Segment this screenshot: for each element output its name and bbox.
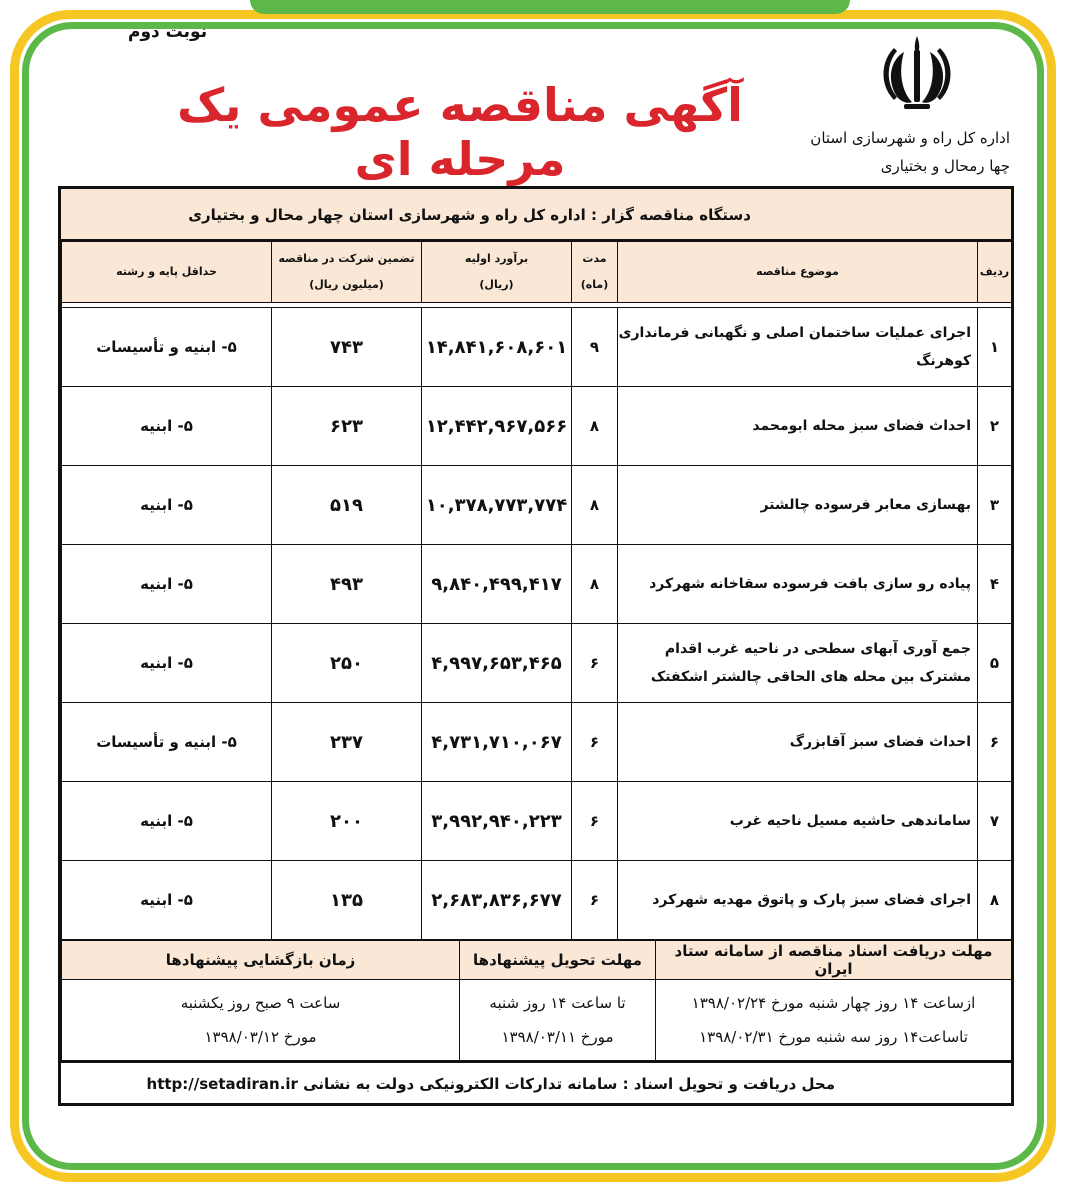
top-decor-bar xyxy=(250,0,850,14)
table-row: ۳ بهسازی معابر فرسوده چالشتر ۸ ۱۰,۳۷۸,۷۷۳,۷۷۴ ۵۱۹ ۵- ابنیه xyxy=(62,466,1012,545)
tender-table xyxy=(58,186,1014,1106)
table-row: ۱ اجرای عملیات ساختمان اصلی و نگهبانی فرمانداری کوهرنگ ۹ ۱۴,۸۴۱,۶۰۸,۶۰۱ ۷۴۳ ۵- ابنیه و تأسیسات xyxy=(62,308,1012,387)
receive-dates: ازساعت ۱۴ روز چهار شنبه مورخ ۱۳۹۸/۰۲/۲۴ تاساعت۱۴ روز سه شنبه مورخ ۱۳۹۸/۰۲/۳۱ xyxy=(656,980,1012,1061)
table-row: ۸ اجرای فضای سبز پارک و پاتوق مهدیه شهرکرد ۶ ۲,۶۸۳,۸۳۶,۶۷۷ ۱۳۵ ۵- ابنیه xyxy=(62,861,1012,940)
col-duration: مدت (ماه) xyxy=(572,242,618,303)
organizer-row: دستگاه مناقصه گزار : اداره کل راه و شهرسازی استان چهار محال و بختیاری xyxy=(61,189,1011,241)
table-row: ۴ پیاده رو سازی بافت فرسوده سقاخانه شهرکرد ۸ ۹,۸۴۰,۴۹۹,۴۱۷ ۴۹۳ ۵- ابنیه xyxy=(62,545,1012,624)
col-guarantee: تضمین شرکت در مناقصه (میلیون ریال) xyxy=(272,242,422,303)
turn-label: نوبت دوم xyxy=(128,22,208,42)
org-line-1: اداره کل راه و شهرسازی استان xyxy=(810,129,1010,147)
table-row: ۵ جمع آوری آبهای سطحی در ناحیه غرب اقدام مشترک بین محله های الحاقی چالشتر اشکفتک ۶ ۴,۹۹۷,۶۵۳,۴۶۵ ۲۵۰ ۵- ابنیه xyxy=(62,624,1012,703)
table-row: ۶ احداث فضای سبز آقابزرگ ۶ ۴,۷۳۱,۷۱۰,۰۶۷ ۲۳۷ ۵- ابنیه و تأسیسات xyxy=(62,703,1012,782)
header-row xyxy=(62,242,1012,303)
submit-dates: تا ساعت ۱۴ روز شنبه مورخ ۱۳۹۸/۰۳/۱۱ xyxy=(460,980,656,1061)
table-row: ۷ ساماندهی حاشیه مسیل ناحیه غرب ۶ ۳,۹۹۲,۹۴۰,۲۲۳ ۲۰۰ ۵- ابنیه xyxy=(62,782,1012,861)
submit-title: مهلت تحویل پیشنهادها xyxy=(460,941,656,980)
open-title: زمان بازگشایی پیشنهادها xyxy=(62,941,460,980)
col-subject: موضوع مناقصه xyxy=(618,242,978,303)
page-title: آگهی مناقصه عمومی یک مرحله ای xyxy=(177,78,743,186)
col-grade: حداقل پایه و رشته xyxy=(62,242,272,303)
col-estimate: برآورد اولیه (ریال) xyxy=(422,242,572,303)
table-row: ۲ احداث فضای سبز محله ابومحمد ۸ ۱۲,۴۴۲,۹۶۷,۵۶۶ ۶۲۳ ۵- ابنیه xyxy=(62,387,1012,466)
iran-emblem-icon xyxy=(874,30,960,114)
open-dates: ساعت ۹ صبح روز یکشنبه مورخ ۱۳۹۸/۰۳/۱۲ xyxy=(62,980,460,1061)
footer-address xyxy=(61,1061,1011,1103)
receive-title: مهلت دریافت اسناد مناقصه از سامانه ستاد ایران xyxy=(656,941,1012,980)
organization-name xyxy=(790,124,1010,180)
items-table xyxy=(61,241,1012,940)
schedule-table xyxy=(61,940,1012,1061)
footer-text: محل دریافت و تحویل اسناد : سامانه تدارکات الکترونیکی دولت به نشانی xyxy=(303,1075,835,1093)
col-row: ردیف xyxy=(978,242,1012,303)
setad-link[interactable]: http://setadiran.ir xyxy=(146,1075,298,1093)
org-line-2: چها رمحال و بختیاری xyxy=(880,157,1010,175)
